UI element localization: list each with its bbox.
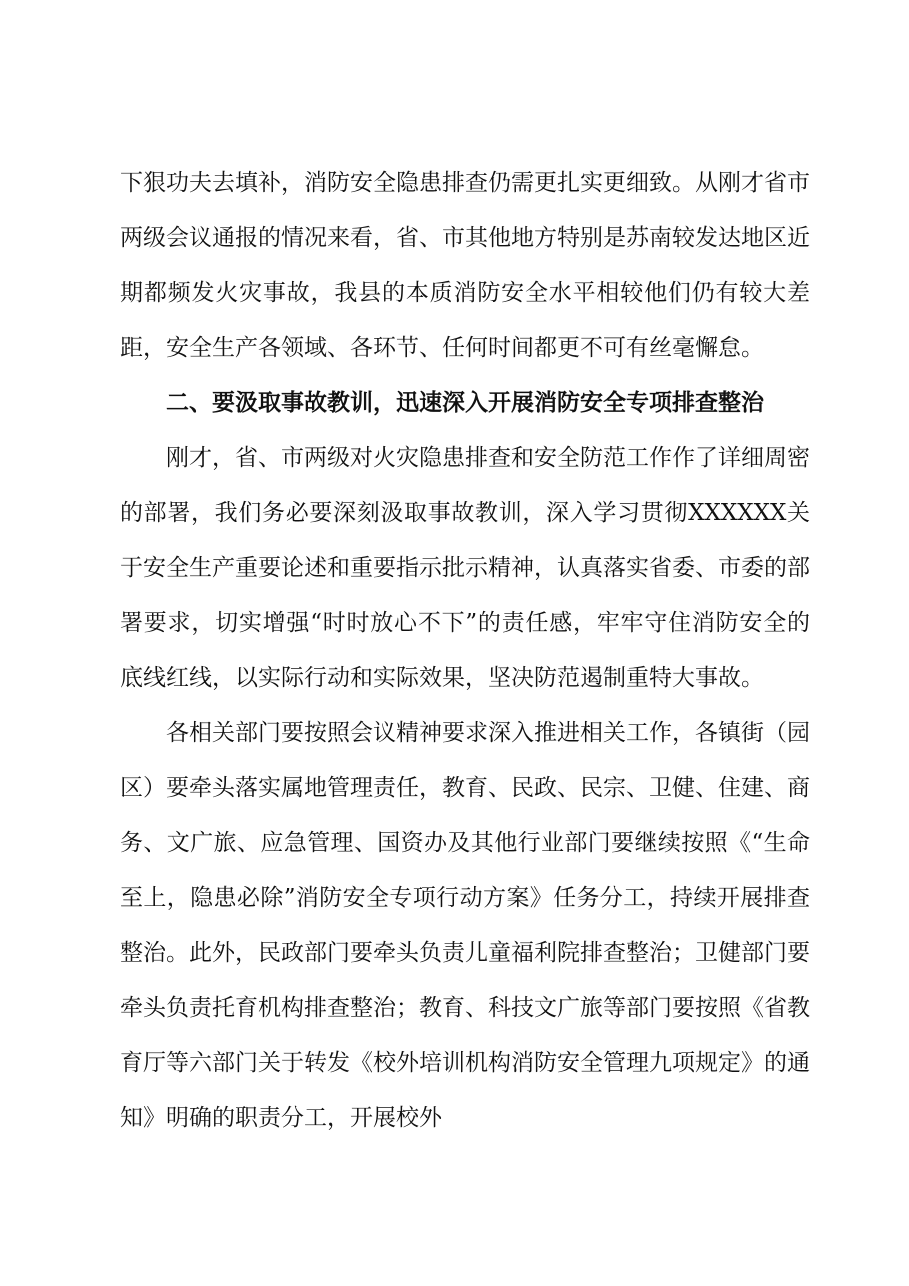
paragraph: 各相关部门要按照会议精神要求深入推进相关工作，各镇街（园区）要牵头落实属地管理责任，教育、民政、民宗、卫健、住建、商务、文广旅、应急管理、国资办及其他行业部门要继续按照《“生命至上，隐患必除”消防安全专项行动方案》任务分工，持续开展排查整治。此外，民政部门要牵头负责儿童福利院排查整治；卫健部门要牵头负责托育机构排查整治；教育、科技文广旅等部门要按照《省教育厅等六部门关于转发《校外培训机构消防安全管理九项规定》的通知》明确的职责分工，开展校外 (120, 720, 810, 1131)
paragraph-continuation: 下狠功夫去填补，消防安全隐患排查仍需更扎实更细致。从刚才省市两级会议通报的情况来看，省、市其他地方特别是苏南较发达地区近期都频发火灾事故，我县的本质消防安全水平相较他们仍有较大差距，安全生产各领域、各环节、任何时间都更不可有丝毫懈怠。 (120, 170, 810, 361)
paragraph: 刚才，省、市两级对火灾隐患排查和安全防范工作作了详细周密的部署，我们务必要深刻汲取事故教训，深入学习贯彻XXXXXX关于安全生产重要论述和重要指示批示精神，认真落实省委、市委的部署要求，切实增强“时时放心不下”的责任感，牢牢守住消防安全的底线红线，以实际行动和实际效果，坚决防范遏制重特大事故。 (120, 445, 810, 691)
section-heading: 二、要汲取事故教训，迅速深入开展消防安全专项排查整治 (166, 390, 764, 416)
document-body (120, 156, 810, 1146)
